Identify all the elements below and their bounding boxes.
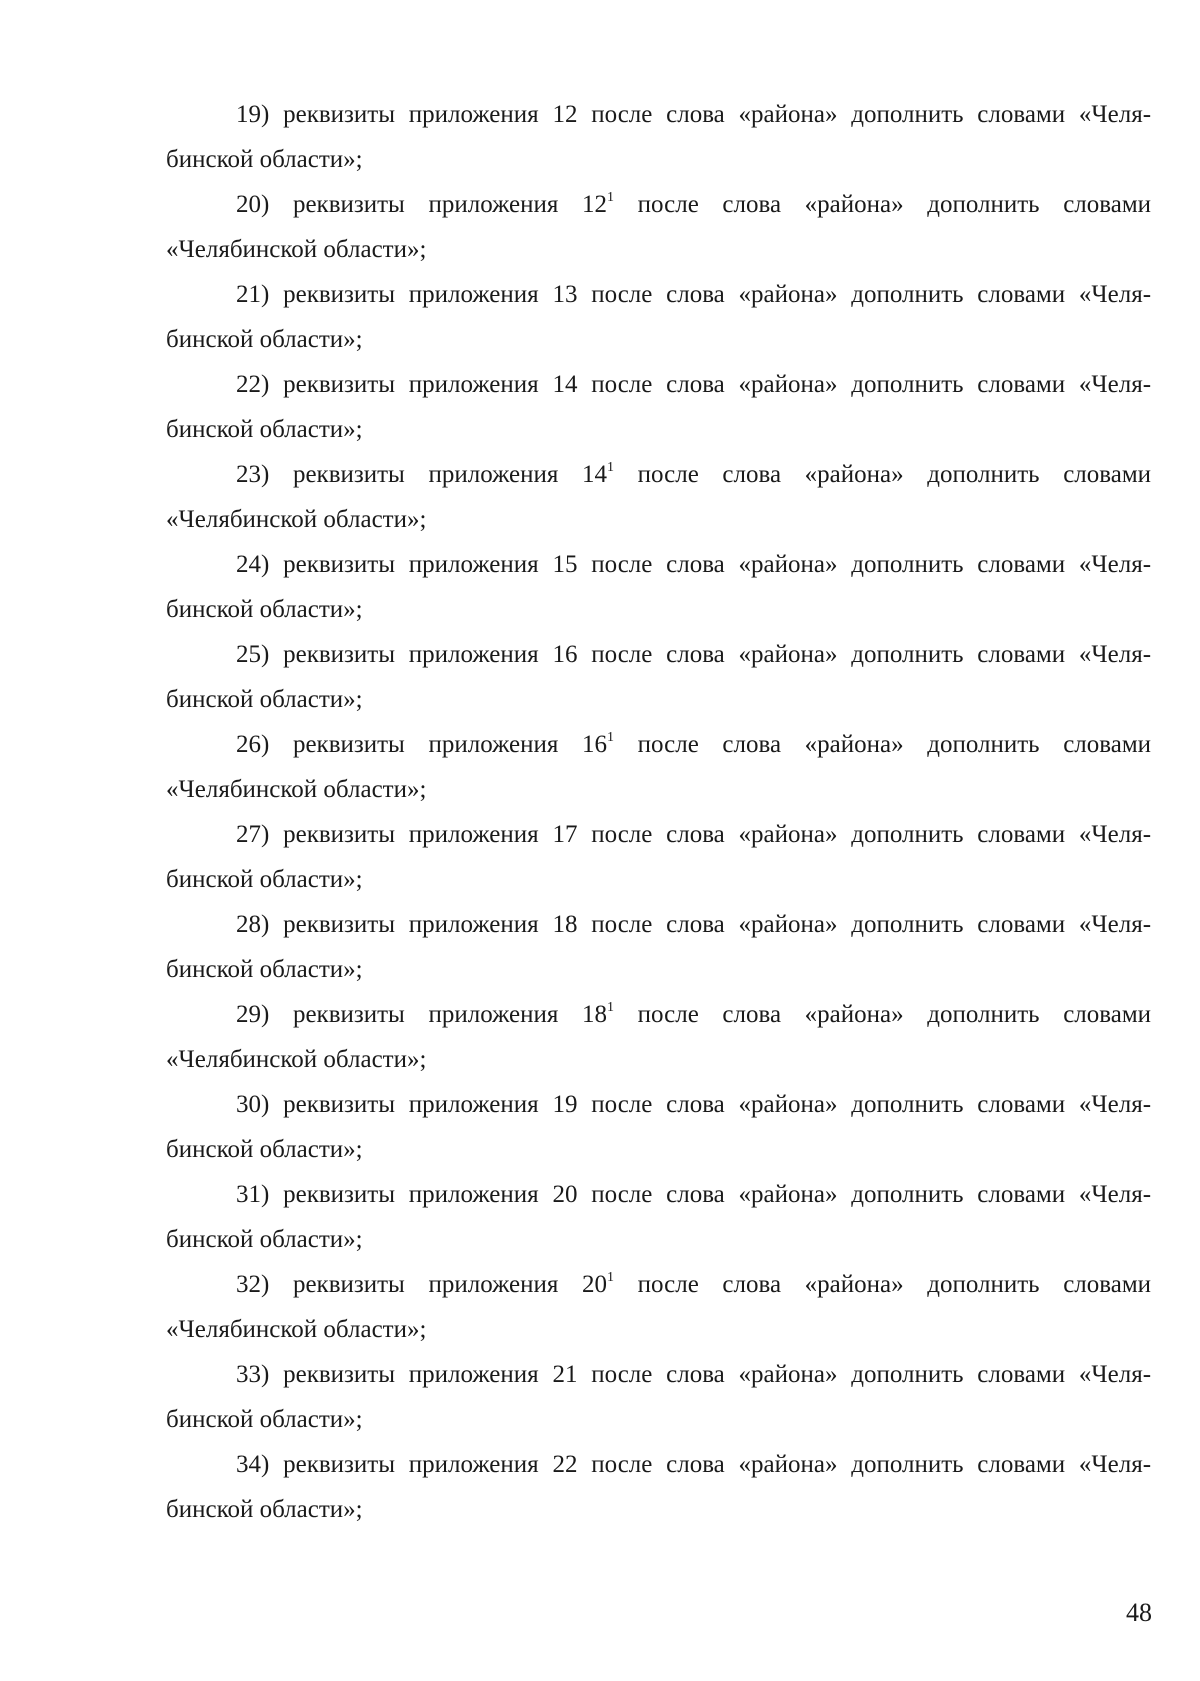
item-continuation-line: бинской области»; <box>166 1406 363 1433</box>
appendix-number <box>582 1271 614 1298</box>
item-first-line <box>166 1082 1151 1127</box>
list-item <box>166 1352 1151 1442</box>
list-item <box>166 1082 1151 1172</box>
item-rest-text: после слова «района» дополнить словами «Челя- <box>591 371 1151 398</box>
appendix-number <box>552 371 577 398</box>
item-text: реквизиты приложения <box>283 641 539 668</box>
item-continuation-line: бинской области»; <box>166 1496 363 1523</box>
list-item <box>166 452 1151 542</box>
item-number: 29) <box>236 1001 270 1028</box>
item-first-line <box>166 812 1151 857</box>
appendix-number <box>582 461 614 488</box>
item-first-line <box>166 1262 1151 1307</box>
item-text: реквизиты приложения <box>283 821 539 848</box>
item-rest-text: после слова «района» дополнить словами <box>637 1271 1151 1298</box>
item-continuation-line: бинской области»; <box>166 1226 363 1253</box>
appendix-number <box>582 731 614 758</box>
page-number: 48 <box>1126 1598 1152 1627</box>
item-continuation-line: «Челябинской области»; <box>166 1046 427 1073</box>
item-number: 27) <box>236 821 270 848</box>
item-first-line <box>166 1442 1151 1487</box>
appendix-number-value: 22 <box>552 1451 578 1478</box>
list-item <box>166 272 1151 362</box>
item-rest-text: после слова «района» дополнить словами «Челя- <box>591 101 1151 128</box>
item-first-line <box>166 1352 1151 1397</box>
item-text: реквизиты приложения <box>283 1451 539 1478</box>
appendix-number <box>552 1181 577 1208</box>
item-first-line <box>166 722 1151 767</box>
item-rest-text: после слова «района» дополнить словами «Челя- <box>591 821 1151 848</box>
appendix-number <box>582 1001 614 1028</box>
item-text: реквизиты приложения <box>283 551 539 578</box>
item-continuation-line: бинской области»; <box>166 686 363 713</box>
appendix-number-value: 16 <box>582 731 608 758</box>
item-continuation-line: «Челябинской области»; <box>166 1316 427 1343</box>
appendix-number-value: 16 <box>552 641 578 668</box>
item-number: 22) <box>236 371 270 398</box>
item-number: 30) <box>236 1091 270 1118</box>
item-rest-text: после слова «района» дополнить словами «Челя- <box>591 281 1151 308</box>
item-rest-text: после слова «района» дополнить словами «Челя- <box>591 1181 1151 1208</box>
item-number: 31) <box>236 1181 270 1208</box>
item-text: реквизиты приложения <box>283 101 539 128</box>
appendix-superscript: 1 <box>607 1269 615 1285</box>
appendix-number <box>552 641 577 668</box>
appendix-number <box>552 1091 577 1118</box>
appendix-number <box>552 101 577 128</box>
item-rest-text: после слова «района» дополнить словами «Челя- <box>591 641 1151 668</box>
item-number: 23) <box>236 461 270 488</box>
item-text: реквизиты приложения <box>292 1001 559 1028</box>
item-text: реквизиты приложения <box>292 731 559 758</box>
item-rest-text: после слова «района» дополнить словами <box>637 1001 1151 1028</box>
list-item <box>166 632 1151 722</box>
item-rest-text: после слова «района» дополнить словами «Челя- <box>591 551 1151 578</box>
item-continuation-line: бинской области»; <box>166 866 363 893</box>
appendix-number-value: 13 <box>552 281 578 308</box>
appendix-superscript: 1 <box>607 729 615 745</box>
item-text: реквизиты приложения <box>283 1091 539 1118</box>
list-item <box>166 92 1151 182</box>
item-first-line <box>166 1172 1151 1217</box>
appendix-number-value: 14 <box>552 371 578 398</box>
item-first-line <box>166 272 1151 317</box>
item-rest-text: после слова «района» дополнить словами «Челя- <box>591 1091 1151 1118</box>
appendix-number-value: 14 <box>582 461 608 488</box>
item-first-line <box>166 542 1151 587</box>
item-text: реквизиты приложения <box>283 1181 539 1208</box>
item-number: 26) <box>236 731 270 758</box>
item-text: реквизиты приложения <box>292 191 559 218</box>
list-item <box>166 902 1151 992</box>
appendix-number <box>552 1451 577 1478</box>
item-text: реквизиты приложения <box>292 461 559 488</box>
item-first-line <box>166 632 1151 677</box>
item-continuation-line: бинской области»; <box>166 416 363 443</box>
item-first-line <box>166 452 1151 497</box>
item-text: реквизиты приложения <box>283 281 539 308</box>
appendix-number <box>552 551 577 578</box>
amendment-list <box>166 92 1151 1532</box>
list-item <box>166 542 1151 632</box>
item-number: 24) <box>236 551 270 578</box>
appendix-number-value: 20 <box>582 1271 608 1298</box>
item-number: 28) <box>236 911 270 938</box>
item-text: реквизиты приложения <box>292 1271 559 1298</box>
item-rest-text: после слова «района» дополнить словами «Челя- <box>591 1361 1151 1388</box>
item-rest-text: после слова «района» дополнить словами «Челя- <box>591 911 1151 938</box>
appendix-number-value: 18 <box>582 1001 608 1028</box>
item-rest-text: после слова «района» дополнить словами «Челя- <box>591 1451 1151 1478</box>
appendix-number-value: 15 <box>552 551 578 578</box>
appendix-number <box>582 191 614 218</box>
item-number: 21) <box>236 281 270 308</box>
item-continuation-line: «Челябинской области»; <box>166 236 427 263</box>
appendix-number-value: 18 <box>552 911 578 938</box>
appendix-number-value: 12 <box>552 101 578 128</box>
item-continuation-line: бинской области»; <box>166 326 363 353</box>
item-number: 32) <box>236 1271 270 1298</box>
list-item <box>166 812 1151 902</box>
item-number: 33) <box>236 1361 270 1388</box>
list-item <box>166 722 1151 812</box>
item-number: 19) <box>236 101 270 128</box>
appendix-superscript: 1 <box>607 459 615 475</box>
appendix-number-value: 20 <box>552 1181 578 1208</box>
appendix-number <box>552 911 577 938</box>
appendix-superscript: 1 <box>607 999 615 1015</box>
item-rest-text: после слова «района» дополнить словами <box>637 191 1151 218</box>
item-continuation-line: бинской области»; <box>166 956 363 983</box>
item-text: реквизиты приложения <box>283 371 539 398</box>
item-first-line <box>166 92 1151 137</box>
appendix-number-value: 17 <box>552 821 578 848</box>
appendix-number <box>552 281 577 308</box>
appendix-number <box>552 821 577 848</box>
item-continuation-line: «Челябинской области»; <box>166 506 427 533</box>
list-item <box>166 1172 1151 1262</box>
appendix-superscript: 1 <box>607 189 615 205</box>
list-item <box>166 182 1151 272</box>
appendix-number <box>552 1361 577 1388</box>
item-first-line <box>166 902 1151 947</box>
appendix-number-value: 19 <box>552 1091 578 1118</box>
list-item <box>166 362 1151 452</box>
item-continuation-line: бинской области»; <box>166 1136 363 1163</box>
list-item <box>166 1442 1151 1532</box>
item-number: 34) <box>236 1451 270 1478</box>
appendix-number-value: 21 <box>552 1361 578 1388</box>
item-number: 25) <box>236 641 270 668</box>
item-first-line <box>166 182 1151 227</box>
item-continuation-line: бинской области»; <box>166 596 363 623</box>
item-rest-text: после слова «района» дополнить словами <box>637 731 1151 758</box>
item-number: 20) <box>236 191 270 218</box>
item-continuation-line: бинской области»; <box>166 146 363 173</box>
item-text: реквизиты приложения <box>283 911 539 938</box>
item-continuation-line: «Челябинской области»; <box>166 776 427 803</box>
list-item <box>166 992 1151 1082</box>
list-item <box>166 1262 1151 1352</box>
appendix-number-value: 12 <box>582 191 608 218</box>
item-first-line <box>166 362 1151 407</box>
item-first-line <box>166 992 1151 1037</box>
item-text: реквизиты приложения <box>283 1361 539 1388</box>
item-rest-text: после слова «района» дополнить словами <box>637 461 1151 488</box>
